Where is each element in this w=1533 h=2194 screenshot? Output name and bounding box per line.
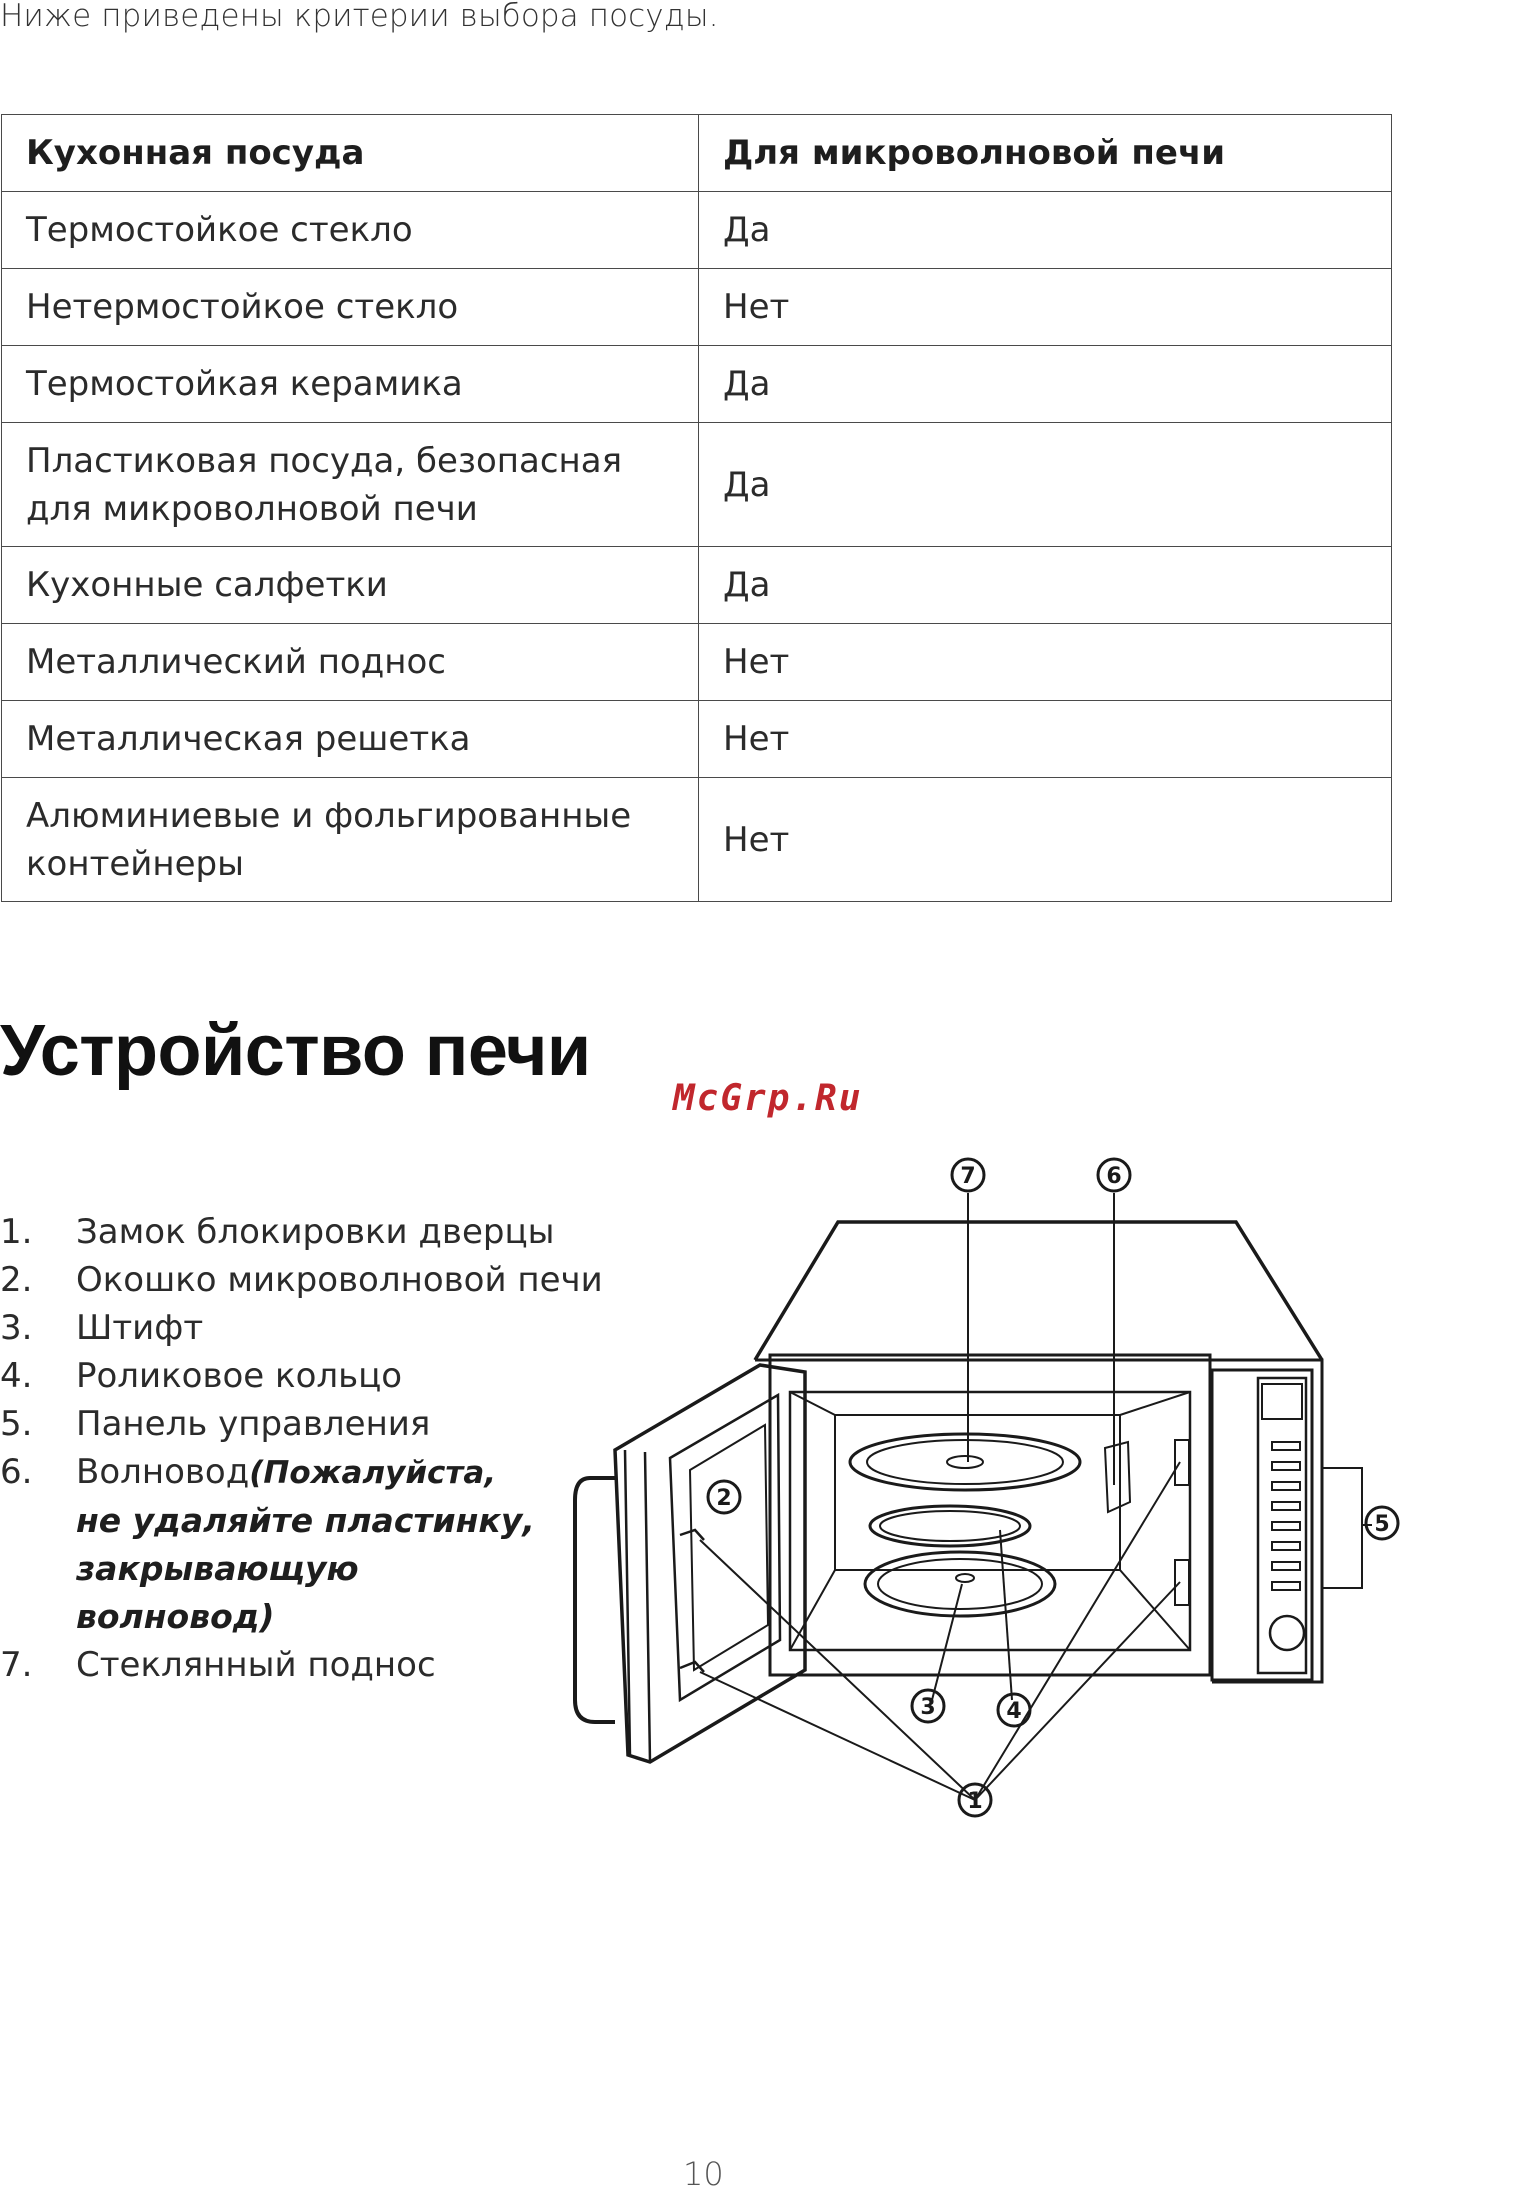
list-item-text: Роликовое кольцо	[76, 1356, 403, 1396]
table-cell-cookware: Металлический поднос	[2, 624, 699, 701]
parts-list	[0, 1208, 603, 1689]
table-cell-cookware: Термостойкая керамика	[2, 346, 699, 423]
cookware-table	[1, 114, 1392, 902]
table-cell-microwave: Да	[699, 346, 1392, 423]
door-hook-lower	[680, 1662, 704, 1672]
lock-slot-lower	[1175, 1560, 1189, 1605]
list-item-note: (Пожалуйста,	[249, 1455, 497, 1491]
cavity-back	[835, 1415, 1120, 1570]
glass-tray	[850, 1434, 1080, 1490]
list-item-text: Волновод	[76, 1452, 250, 1492]
callout-2-label: 2	[716, 1486, 732, 1511]
table-row	[2, 624, 1392, 701]
table-cell-cookware: Кухонные салфетки	[2, 547, 699, 624]
table-row	[2, 192, 1392, 269]
control-knob	[1270, 1616, 1304, 1650]
cabinet-top	[755, 1222, 1322, 1360]
table-cell-cookware: Металлическая решетка	[2, 701, 699, 778]
lock-slot-upper	[1175, 1440, 1189, 1485]
list-item-text: Замок блокировки дверцы	[76, 1212, 555, 1252]
list-item	[0, 1448, 603, 1641]
list-item-number: 7.	[0, 1645, 33, 1685]
section-title: Устройство печи	[0, 1011, 591, 1091]
callout-6-label: 6	[1106, 1164, 1122, 1189]
cabinet-body	[755, 1360, 1322, 1682]
control-buttons	[1272, 1442, 1300, 1590]
microwave-diagram	[560, 1140, 1420, 1840]
table-cell-cookware: Нетермостойкое стекло	[2, 269, 699, 346]
table-row	[2, 778, 1392, 902]
list-item-text: Штифт	[76, 1308, 204, 1348]
table-row	[2, 547, 1392, 624]
table-cell-microwave: Нет	[699, 701, 1392, 778]
door-handle	[575, 1478, 615, 1722]
table-cell-microwave: Нет	[699, 269, 1392, 346]
list-item-text: Панель управления	[76, 1404, 431, 1444]
waveguide-cover	[1105, 1442, 1130, 1512]
callout-5-label: 5	[1374, 1512, 1390, 1537]
callout-7-label: 7	[960, 1164, 976, 1189]
list-item-number: 4.	[0, 1356, 33, 1396]
table-cell-cookware: Пластиковая посуда, безопасная для микроволновой печи	[2, 423, 699, 547]
list-item	[0, 1256, 603, 1304]
list-item-number: 1.	[0, 1212, 33, 1252]
list-item-number: 3.	[0, 1308, 33, 1348]
table-cell-microwave: Да	[699, 423, 1392, 547]
table-cell-microwave: Нет	[699, 624, 1392, 701]
table-row	[2, 269, 1392, 346]
table-header-row	[2, 115, 1392, 192]
spindle-pin	[956, 1574, 974, 1582]
intro-text: Ниже приведены критерии выбора посуды.	[0, 0, 719, 34]
callout-1-label: 1	[967, 1789, 983, 1814]
list-item-note-continued: не удаляйте пластинку, закрывающую волновод)	[76, 1501, 535, 1636]
list-item-number: 5.	[0, 1404, 33, 1444]
list-item	[0, 1400, 603, 1448]
cavity-floor-plate	[865, 1552, 1055, 1616]
list-item	[0, 1352, 603, 1400]
table-cell-microwave: Нет	[699, 778, 1392, 902]
table-cell-cookware: Алюминиевые и фольгированные контейнеры	[2, 778, 699, 902]
table-row	[2, 701, 1392, 778]
page-number: 10	[683, 2155, 724, 2193]
callout-3-label: 3	[920, 1695, 936, 1720]
table-row	[2, 346, 1392, 423]
list-item-text: Стеклянный поднос	[76, 1645, 436, 1685]
table-cell-cookware: Термостойкое стекло	[2, 192, 699, 269]
table-row	[2, 423, 1392, 547]
list-item	[0, 1208, 603, 1256]
table-header-cookware: Кухонная посуда	[2, 115, 699, 192]
watermark: McGrp.Ru	[673, 1078, 863, 1119]
list-item-number: 6.	[0, 1452, 33, 1492]
callout-4-label: 4	[1006, 1699, 1022, 1724]
table-cell-microwave: Да	[699, 547, 1392, 624]
door-window	[670, 1395, 780, 1700]
cavity-inner	[790, 1392, 1190, 1650]
list-item-text: Окошко микроволновой печи	[76, 1260, 603, 1300]
list-item	[0, 1304, 603, 1352]
door	[615, 1365, 805, 1762]
table-header-microwave: Для микроволновой печи	[699, 115, 1392, 192]
list-item-number: 2.	[0, 1260, 33, 1300]
table-cell-microwave: Да	[699, 192, 1392, 269]
list-item	[0, 1641, 603, 1689]
